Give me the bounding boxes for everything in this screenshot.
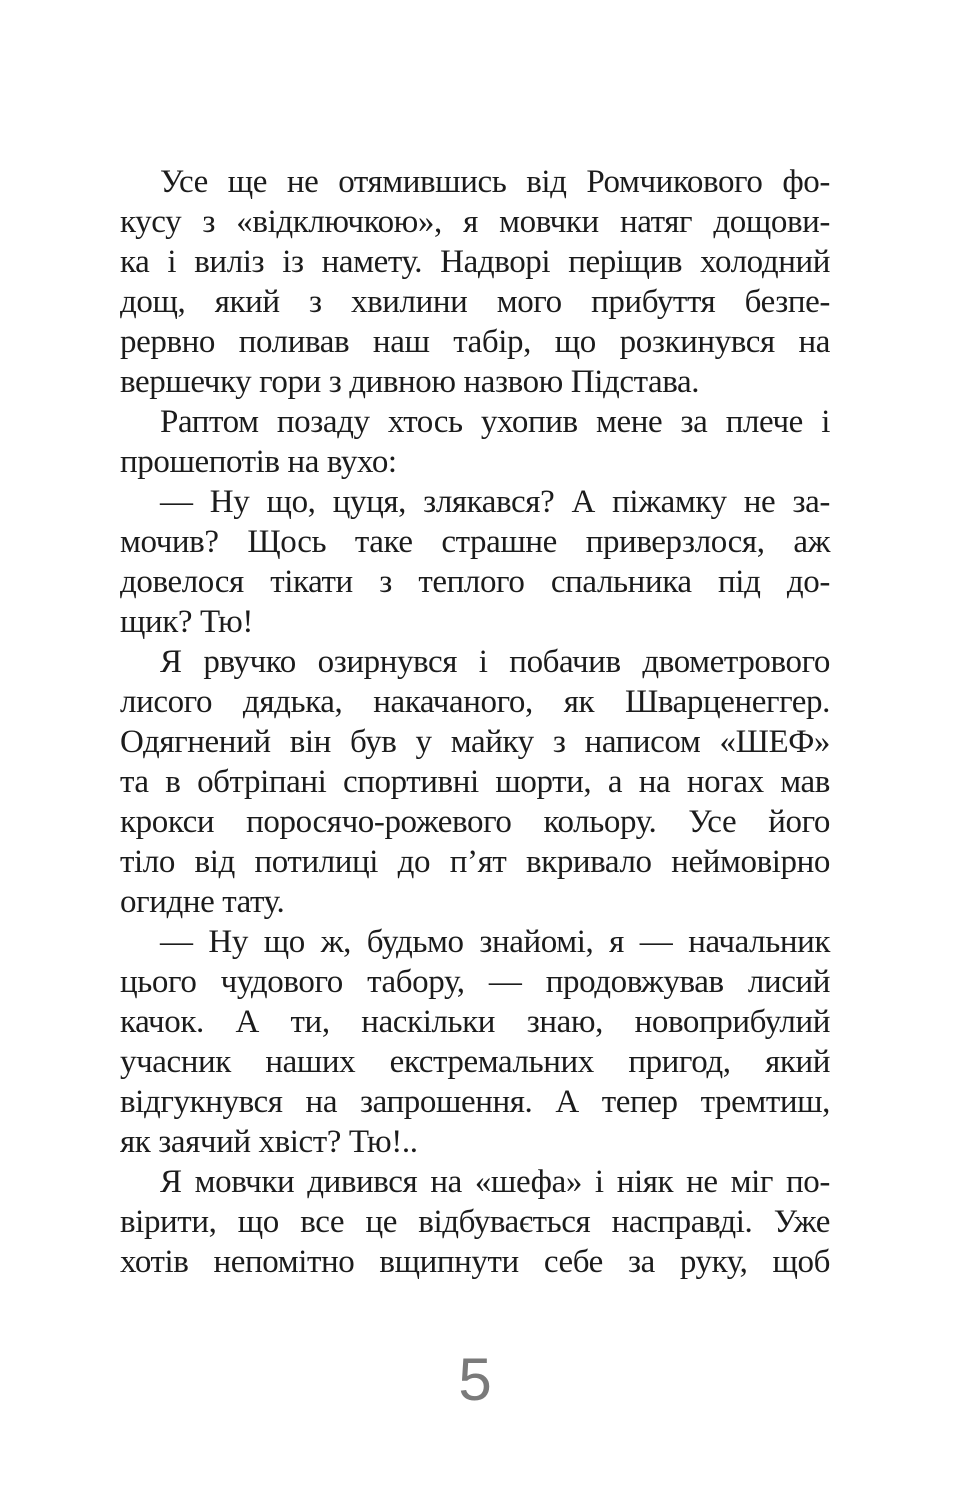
text-line: — Ну що, цуця, злякався? А піжамку не за-: [160, 484, 830, 520]
text-line: Раптом позаду хтось ухопив мене за плече і: [160, 404, 830, 440]
text-line: Я рвучко озирнувся і побачив двометрового: [160, 644, 830, 680]
text-line: тіло від потилиці до п’ят вкривало неймовірно: [120, 844, 830, 880]
body-text: [120, 162, 830, 1282]
text-line: учасник наших екстремальних пригод, який: [120, 1044, 830, 1080]
paragraph: [120, 642, 830, 922]
page-number: 5: [458, 1346, 492, 1413]
text-line: вірити, що все це відбувається насправді. Уже: [120, 1204, 830, 1240]
text-line: Я мовчки дивився на «шефа» і ніяк не міг по-: [160, 1164, 830, 1200]
text-line: качок. А ти, наскільки знаю, новоприбулий: [120, 1004, 830, 1040]
paragraph: [120, 162, 830, 402]
text-line: мочив? Щось таке страшне приверзлося, аж: [120, 524, 830, 560]
text-line: крокси поросячо-рожевого кольору. Усе його: [120, 804, 830, 840]
text-line: та в обтріпані спортивні шорти, а на ногах мав: [120, 764, 830, 800]
paragraph-dialogue: [120, 482, 830, 642]
paragraph: [120, 1162, 830, 1282]
paragraph: [120, 402, 830, 482]
text-line: відгукнувся на запрошення. А тепер тремтиш,: [120, 1084, 830, 1120]
text-line: хотів непомітно вщипнути себе за руку, щоб: [120, 1244, 830, 1280]
text-line: — Ну що ж, будьмо знайомі, я — начальник: [160, 924, 830, 960]
text-line: довелося тікати з теплого спальника під до-: [120, 564, 830, 600]
paragraph-dialogue: [120, 922, 830, 1162]
text-line: ка і виліз із намету. Надворі періщив холодний: [120, 244, 830, 280]
text-line: огидне тату.: [120, 884, 285, 920]
text-line: кусу з «відключкою», я мовчки натяг дощови-: [120, 204, 830, 240]
text-line: рервно поливав наш табір, що розкинувся на: [120, 324, 830, 360]
text-line: щик? Тю!: [120, 604, 253, 640]
text-line: Одягнений він був у майку з написом «ШЕФ»: [120, 724, 830, 760]
text-line: лисого дядька, накачаного, як Шварценеггер.: [120, 684, 830, 720]
text-line: дощ, який з хвилини мого прибуття безпе-: [120, 284, 830, 320]
text-line: Усе ще не отямившись від Ромчикового фо-: [160, 164, 830, 200]
text-line: прошепотів на вухо:: [120, 444, 397, 480]
text-line: як заячий хвіст? Тю!..: [120, 1124, 418, 1160]
text-line: цього чудового табору, — продовжував лисий: [120, 964, 830, 1000]
text-line: вершечку гори з дивною назвою Підстава.: [120, 364, 700, 400]
